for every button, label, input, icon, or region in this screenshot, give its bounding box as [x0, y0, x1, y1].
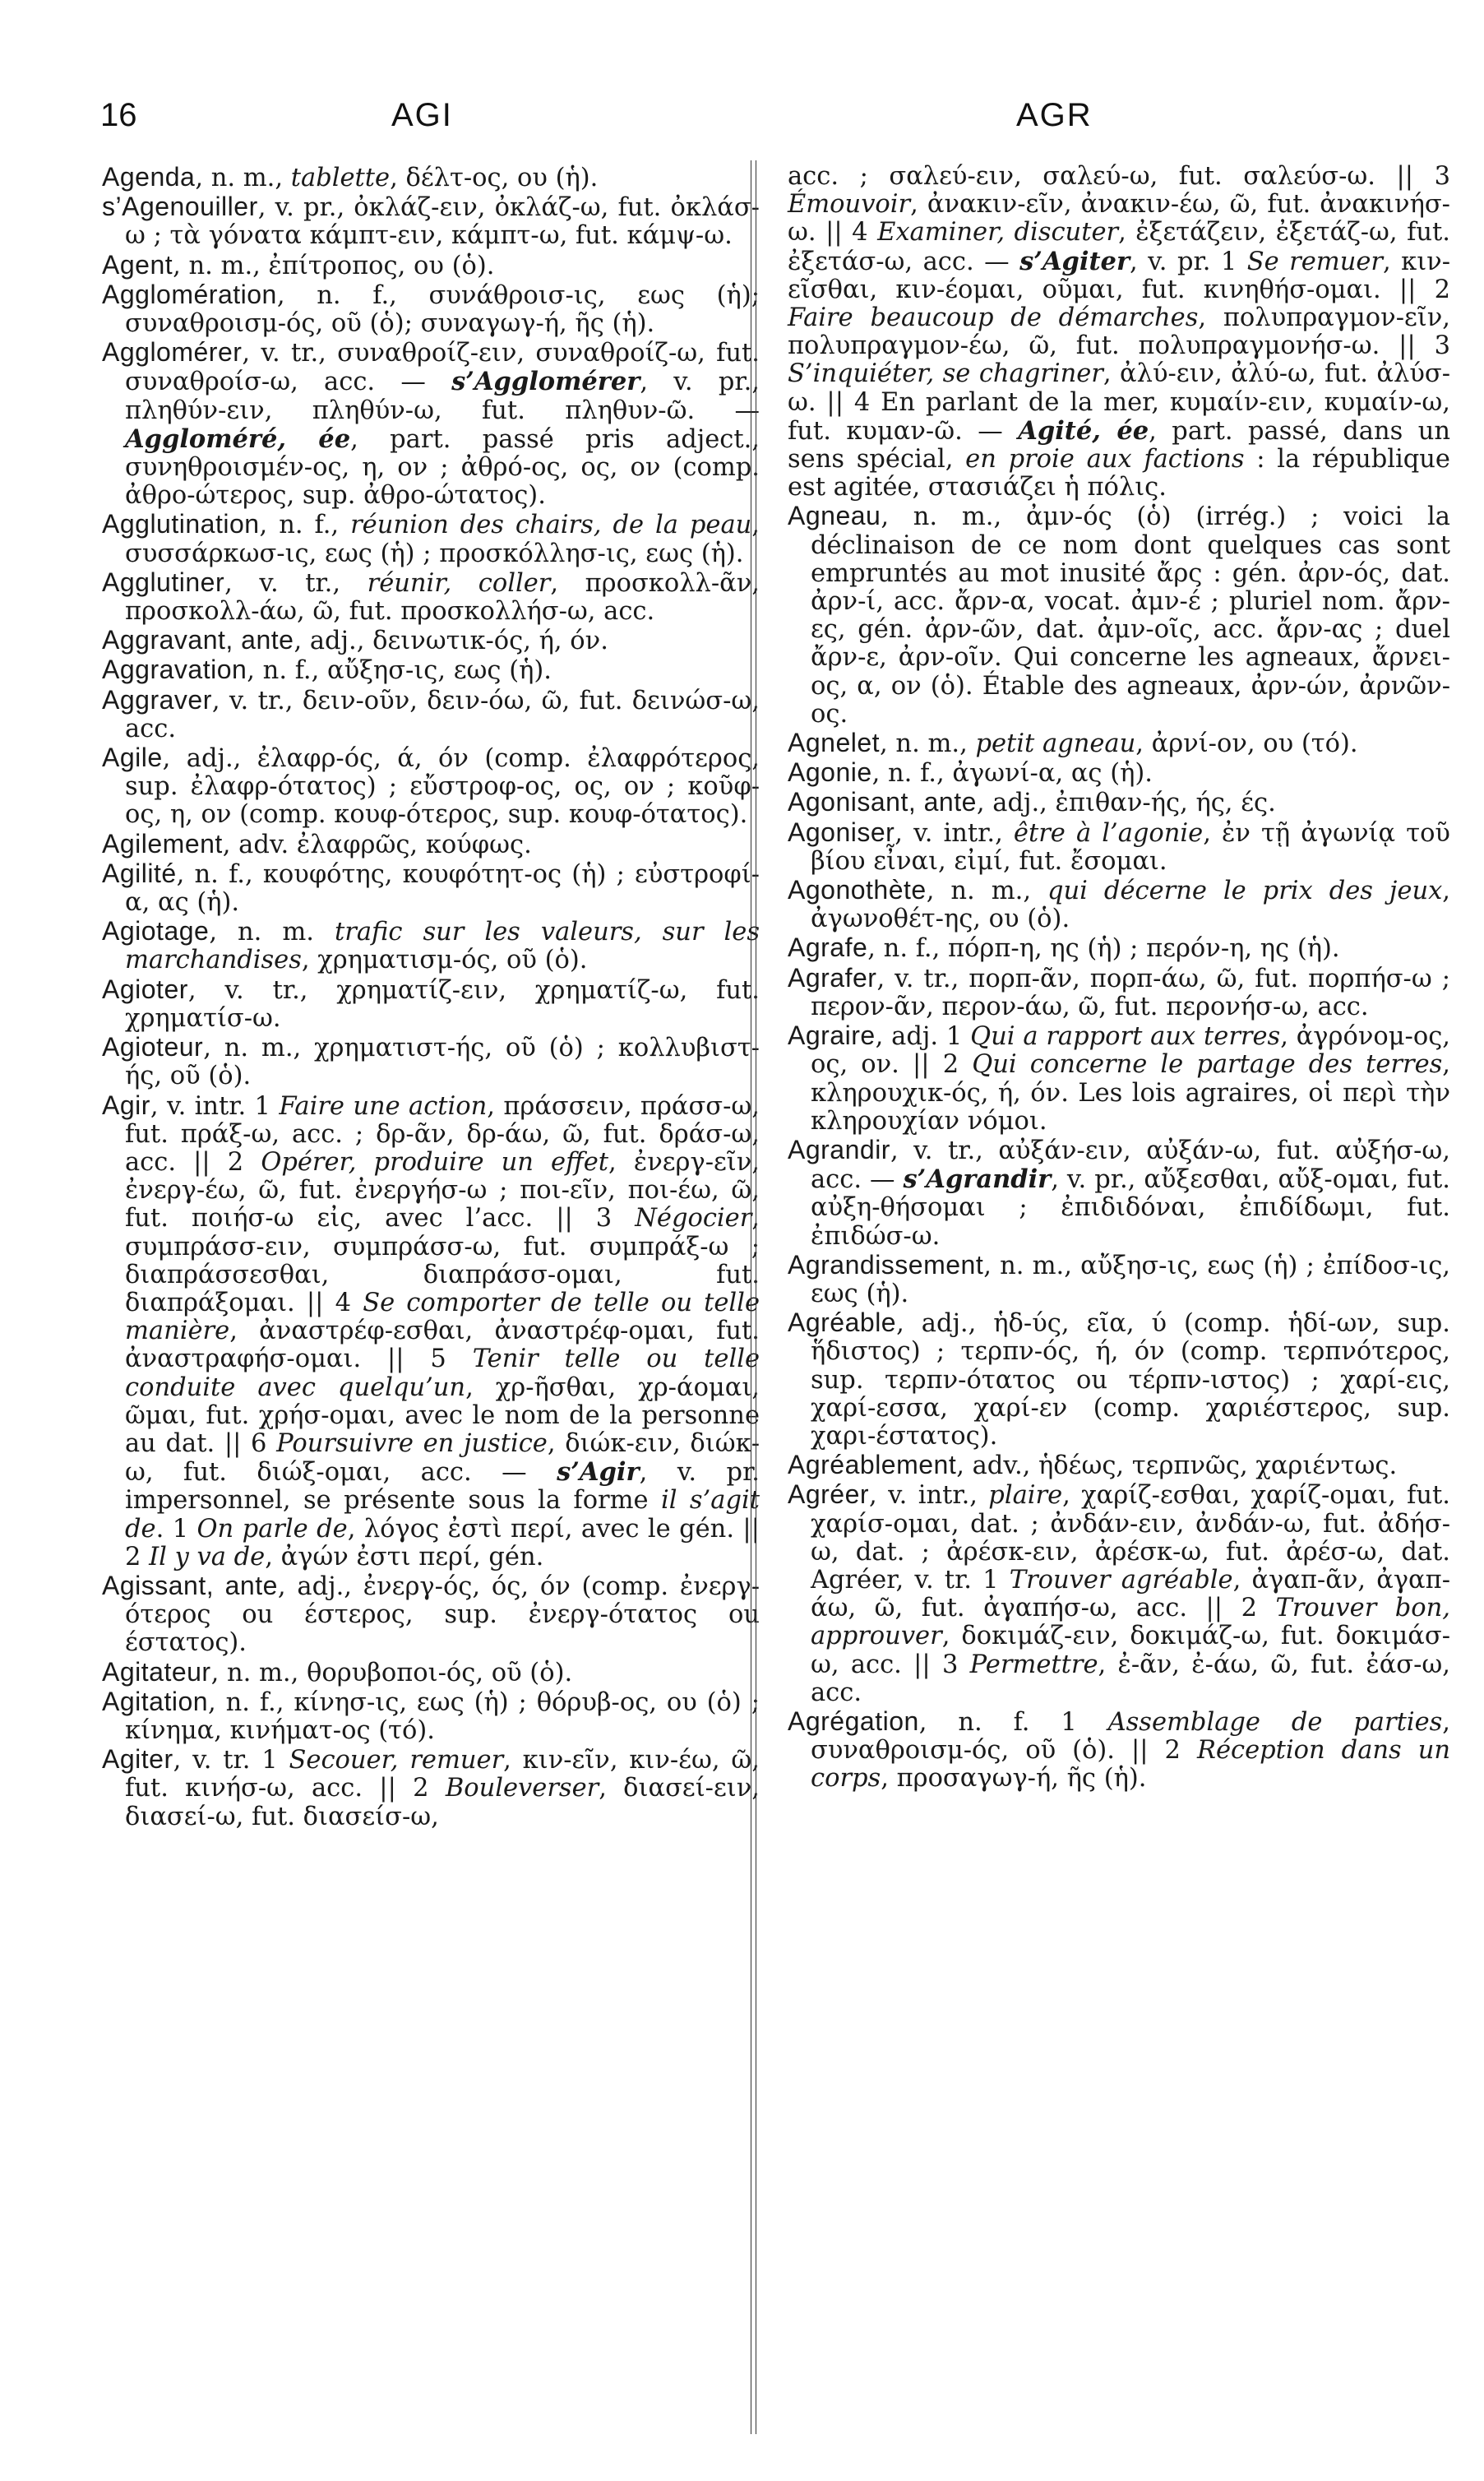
italic-gloss: Permettre: [969, 1650, 1098, 1679]
entry-text: , v. pr., ὀκλάζ-ειν, ὀκλάζ-ω, fut. ὀκλάσ-ω ; τὰ γόνατα κάμπτ-ειν, κάμπτ-ω, fut. κάμψ-ω.: [125, 193, 760, 251]
italic-gloss: qui décerne le prix des jeux: [1047, 877, 1443, 906]
italic-gloss: Qui a rapport aux terres: [970, 1022, 1281, 1052]
entry-text: , προσκολλ-ᾶν, προσκολλ-άω, ῶ, fut. προσκολλήσ-ω, acc.: [125, 568, 760, 627]
headword: Agrandir: [788, 1134, 890, 1164]
headword: Agraire: [788, 1021, 876, 1051]
italic-gloss: Trouver agréable: [1009, 1565, 1233, 1595]
italic-gloss: il s’agit de: [125, 1486, 760, 1544]
entry-text: , n. m., αὔξησ-ις, εως (ἡ) ; ἐπίδοσ-ις, εως (ἡ).: [811, 1251, 1450, 1308]
entry-text: , ἐνεργ-εῖν, ἐνεργ-έω, ῶ, fut. ἐνεργήσ-ω ; ποι-εῖν, ποι-έω, ῶ, fut. ποιήσ-ω εἰς, avec l’acc. || 3: [125, 1147, 760, 1234]
entry-text: , adj., ἐνεργ-ός, ός, όν (comp. ἐνεργ-ότερος ou έστερος, sup. ἐνεργ-ότατος ou έστατος).: [125, 1571, 760, 1658]
dictionary-entry: [788, 1251, 1450, 1308]
entry-text: , n. m., ἀμν-ός (ὁ) (irrég.) ; voici la déclinaison de ce nom dont quelques cas sont empruntés au mot inusité ἄρς : gén. ἀρν-ός, dat. ἀρν-ί, acc. ἄρν-α, vocat. ἀμν-έ ; pluriel nom. ἄρν-ες, gén. ἀρν-ῶν, dat. ἀμν-οῖς, acc. ἄρν-ας ; duel ἄρν-ε, ἀρν-οῖν. Qui concerne les agneaux, ἄρνει-ος, α, ον (ὁ). Étable des agneaux, ἀρν-ών, ἀρνῶν-ος.: [811, 502, 1450, 729]
dictionary-entry: [102, 686, 760, 743]
entry-text: , χρ-ῆσθαι, χρ-άομαι, ῶμαι, fut. χρήσ-ομαι, avec le nom de la personne au dat. || 6: [125, 1372, 760, 1458]
dictionary-entry: [788, 818, 1450, 876]
entry-text: , n. f. 1: [918, 1707, 1108, 1737]
entry-text: , adj., ἐλαφρ-ός, ά, όν (comp. ἐλαφρότερος, sup. ἐλαφρ-ότατος) ; εὔστροφ-ος, ος, ον ; κοῦφ-ος, η, ον (comp. κουφ-ότερος, sup. κουφ-ότατος).: [125, 744, 760, 830]
entry-text: , v. pr., πληθύν-ειν, πληθύν-ω, fut. πληθυν-ῶ. —: [125, 368, 760, 425]
headword: Agilité: [102, 858, 177, 888]
dictionary-entry: [788, 1021, 1450, 1136]
sub-headword: Aggloméré, ée: [125, 424, 351, 454]
dictionary-entry: [102, 280, 760, 338]
dictionary-entry: [102, 830, 760, 859]
dictionary-entry: [102, 1687, 760, 1745]
italic-gloss: petit agneau: [975, 729, 1136, 759]
dictionary-entry: [788, 1308, 1450, 1451]
column-divider: [751, 160, 756, 2434]
entry-text: , v. tr., πορπ-ᾶν, πορπ-άω, ῶ, fut. πορπήσ-ω ; περον-ᾶν, περον-άω, ῶ, fut. περονήσ-ω, acc.: [811, 964, 1450, 1021]
sub-headword: s’Agir: [557, 1457, 640, 1488]
entry-text: , n. f., συνάθροισ-ις, εως (ἡ); συναθροισμ-ός, οῦ (ὁ); συναγωγ-ή, ῆς (ἡ).: [125, 280, 760, 339]
headword: Agréer: [788, 1479, 870, 1510]
entry-text: , συναθροισμ-ός, οῦ (ὁ). || 2: [811, 1707, 1450, 1766]
italic-gloss: Négocier: [635, 1204, 752, 1234]
entry-text: , part. passé pris adject., συνηθροισμέν-ος, η, ον ; ἀθρό-ος, ος, ον (comp. ἀθρο-ώτερος, sup. ἀθρο-ώτατος).: [125, 424, 760, 511]
entry-text: , v. tr.,: [224, 568, 368, 598]
entry-text: , ἀγωνοθέτ-ης, ου (ὁ).: [811, 877, 1450, 934]
entry-text: , v. tr. 1: [173, 1746, 289, 1775]
italic-gloss: en proie aux factions: [965, 445, 1245, 474]
entry-text: , ἀνακιν-εῖν, ἀνακιν-έω, ῶ, fut. ἀνακινήσ-ω. || 4: [788, 190, 1450, 248]
italic-gloss: trafic sur les valeurs, sur les marchandises: [125, 918, 760, 975]
right-column: [788, 163, 1450, 1794]
headword: Aggravation: [102, 655, 247, 685]
entry-text: , n. m., χρηματιστ-ής, οῦ (ὁ) ; κολλυβιστ-ής, οῦ (ὁ).: [125, 1034, 760, 1091]
left-guide-word: AGI: [391, 97, 453, 133]
italic-gloss: plaire: [988, 1481, 1063, 1511]
italic-gloss: Émouvoir: [788, 190, 911, 220]
dictionary-entry: [788, 964, 1450, 1021]
italic-gloss: Se remuer: [1246, 247, 1383, 276]
sub-headword: s’Agglomérer: [451, 367, 640, 397]
entry-text: , n. f., ἀγωνί-α, ας (ἡ).: [871, 759, 1153, 789]
headword: Agir: [102, 1090, 150, 1120]
italic-gloss: réunir, coller: [367, 568, 551, 598]
headword: Agiter: [102, 1744, 173, 1775]
entry-text: , κιν-εῖσθαι, κιν-έομαι, οῦμαι, fut. κινηθήσ-ομαι. || 2: [788, 247, 1450, 304]
entry-text: , κληρουχικ-ός, ή, όν. Les lois agraires, οἱ περὶ τὴν κληρουχίαν νόμοι.: [811, 1050, 1450, 1136]
headword: Agréablement: [788, 1450, 957, 1480]
dictionary-entry: [788, 876, 1450, 933]
entry-text: , ἐ-ᾶν, ἐ-άω, ῶ, fut. ἐάσ-ω, acc.: [811, 1650, 1450, 1707]
right-guide-word: AGR: [1016, 97, 1093, 133]
headword: Agnelet: [788, 728, 881, 758]
italic-gloss: réunion des chairs, de la peau: [350, 511, 752, 540]
headword: s’Agenouiller: [102, 192, 258, 222]
dictionary-entry: [788, 758, 1450, 788]
dictionary-entry: [788, 1707, 1450, 1794]
headword: Agglutination: [102, 509, 260, 539]
dictionary-entry: [788, 933, 1450, 963]
entry-text: , adv. ἐλαφρῶς, κούφως.: [222, 830, 532, 859]
entry-text: , n. m.,: [195, 164, 291, 192]
italic-gloss: S’inquiéter, se chagriner: [788, 359, 1103, 389]
entry-text: , ἀγρόνομ-ος, ος, ον. || 2: [811, 1022, 1450, 1080]
entry-text: , n. m.,: [880, 729, 976, 759]
dictionary-entry: [102, 192, 760, 250]
sub-headword: s’Agiter: [1019, 246, 1130, 276]
page-number: 16: [100, 97, 137, 133]
headword: Aggravant, ante: [102, 625, 294, 655]
dictionary-entry: [102, 338, 760, 510]
headword: Agonothète: [788, 875, 927, 905]
entry-text: , v. pr. impersonnel, se présente sous la forme: [125, 1458, 760, 1516]
dictionary-entry: [102, 626, 760, 655]
sub-headword: s’Agrandir: [903, 1164, 1052, 1195]
entry-text: , δέλτ-ος, ου (ἡ).: [390, 164, 607, 192]
headword: Agonie: [788, 757, 872, 788]
entry-text: , ἀλύ-ειν, ἀλύ-ω, fut. ἀλύσ-ω. || 4 En parlant de la mer, κυμαίν-ειν, κυμαίν-ω, fut. κυμαν-ῶ. —: [788, 359, 1450, 446]
italic-gloss: tablette: [290, 164, 391, 192]
headword: Agitation: [102, 1686, 209, 1716]
headword: Agglomérer: [102, 337, 243, 368]
headword: Agrafer: [788, 962, 877, 993]
italic-gloss: Faire beaucoup de démarches: [788, 303, 1199, 333]
italic-gloss: Examiner, discuter: [877, 218, 1119, 248]
headword: Agitateur: [102, 1656, 211, 1687]
entry-text: , κιν-εῖν, κιν-έω, ῶ, fut. κινήσ-ω, acc. || 2: [125, 1746, 760, 1803]
entry-text: , n. f., κουφότης, κουφότητ-ος (ἡ) ; εὐστροφί-α, ας (ἡ).: [125, 859, 760, 918]
headword: Agrafe: [788, 933, 868, 963]
dictionary-entry: [102, 975, 760, 1033]
entry-text: , λόγος ἐστὶ περί, avec le gén. || 2: [125, 1514, 760, 1571]
entry-text: , n. f., αὔξησ-ις, εως (ἡ).: [247, 656, 552, 686]
dictionary-entry: [102, 743, 760, 830]
dictionary-entry: [788, 788, 1450, 817]
dictionary-entry: [102, 568, 760, 626]
italic-gloss: Qui concerne le partage des terres: [972, 1050, 1443, 1080]
entry-text: , n. f.,: [259, 511, 351, 540]
dictionary-entry: [102, 917, 760, 974]
dictionary-entry: [102, 859, 760, 917]
entry-text: . 1: [155, 1514, 197, 1544]
entry-text: , ἀναστρέφ-εσθαι, ἀναστρέφ-ομαι, fut. ἀναστραφήσ-ομαι. || 5: [125, 1317, 760, 1374]
entry-text: , v. intr.,: [869, 1481, 989, 1511]
entry-text: , πράσσειν, πράσσ-ω, fut. πράξ-ω, acc. ; δρ-ᾶν, δρ-άω, ῶ, fut. δράσ-ω, acc. || 2: [125, 1091, 760, 1177]
dictionary-entry: [102, 1745, 760, 1831]
entry-text: , προσαγωγ-ή, ῆς (ἡ).: [881, 1764, 1147, 1794]
entry-text: , v. pr. 1: [1130, 247, 1247, 276]
headword: Agneau: [788, 501, 881, 531]
entry-text: , χαρίζ-εσθαι, χαρίζ-ομαι, fut. χαρίσ-ομαι, dat. ; ἀνδάν-ειν, ἀνδάν-ω, fut. ἀδήσ-ω, dat. ; ἀρέσκ-ειν, ἀρέσκ-ω, fut. ἀρέσ-ω, dat. Agréer, v. tr. 1: [811, 1481, 1450, 1595]
entry-text: , adj., ἡδ-ύς, εῖα, ύ (comp. ἡδί-ων, sup. ἥδιστος) ; τερπν-ός, ή, όν (comp. τερπνότερος, sup. τερπν-ότατος ou τέρπν-ιστος) ; χαρί-εις, χαρί-εσσα, χαρί-εν (comp. χαριέστερος, sup. χαρι-έστατος).: [811, 1309, 1450, 1451]
dictionary-entry: [102, 163, 760, 192]
headword: Agenda: [102, 162, 196, 192]
dictionary-entry: [102, 1571, 760, 1658]
entry-text: , adj., ἐπιθαν-ής, ής, ές.: [976, 789, 1276, 818]
headword: Agrégation: [788, 1706, 919, 1736]
headword: Agoniser: [788, 817, 895, 847]
entry-text: , n. f., πόρπ-η, ης (ἡ) ; περόν-η, ης (ἡ).: [867, 934, 1340, 964]
entry-text: , ἀρνί-ον, ου (τό).: [1135, 729, 1358, 759]
entry-text: , ἀγών ἐστι περί, gén.: [265, 1542, 544, 1571]
entry-text: , n. f., κίνησ-ις, εως (ἡ) ; θόρυβ-ος, ου (ὁ) ; κίνημα, κινήματ-ος (τό).: [125, 1687, 760, 1745]
headword: Agglomération: [102, 279, 277, 309]
headword: Aggraver: [102, 684, 212, 715]
entry-text: , adv., ἡδέως, τερπνῶς, χαριέντως.: [956, 1451, 1398, 1481]
headword: Agonisant, ante: [788, 787, 977, 817]
italic-gloss: Poursuivre en justice: [276, 1428, 548, 1458]
italic-gloss: Trouver bon, approuver: [811, 1594, 1450, 1651]
entry-text: , n. m.: [209, 918, 335, 947]
entry-text: , n. m., θορυβοποι-ός, οῦ (ὁ).: [210, 1658, 573, 1687]
italic-gloss: Réception dans un corps: [811, 1736, 1450, 1794]
entry-text: , v. tr., συναθροίζ-ειν, συναθροίζ-ω, fut. συναθροίσ-ω, acc. —: [125, 339, 760, 397]
dictionary-entry: [102, 1658, 760, 1687]
entry-text: : la république est agitée, στασιάζει ἡ πόλις.: [788, 445, 1450, 502]
dictionary-entry: [102, 510, 760, 567]
entry-text: , part. passé, dans un sens spécial,: [788, 416, 1451, 474]
italic-gloss: Secouer, remuer: [289, 1746, 504, 1775]
headword: Agilement: [102, 828, 223, 859]
dictionary-entry: [102, 251, 760, 280]
entry-text: , v. tr., δειν-οῦν, δειν-όω, ῶ, fut. δεινώσ-ω, acc.: [125, 686, 760, 743]
entry-text: , n. m., ἐπίτροπος, ου (ὁ).: [173, 251, 495, 280]
entry-text: , συμπράσσ-ειν, συμπράσσ-ω, fut. συμπράξ-ω ; διαπράσσεσθαι, διαπράσσ-ομαι, fut. διαπράξομαι. || 4: [125, 1204, 760, 1317]
headword: Agrandissement: [788, 1249, 984, 1280]
headword: Agglutiner: [102, 567, 225, 597]
dictionary-entry: [788, 1451, 1450, 1480]
italic-gloss: Tenir telle ou telle conduite avec quelqu’un: [125, 1345, 760, 1402]
entry-text: , n. m.,: [926, 877, 1048, 906]
entry-text: , πολυπραγμον-εῖν, πολυπραγμον-έω, ῶ, fut. πολυπραγμονήσ-ω. || 3: [788, 303, 1450, 361]
dictionary-entry: [788, 729, 1450, 758]
dictionary-entry: [788, 1480, 1450, 1707]
entry-text: , ἀγαπ-ᾶν, ἀγαπ-άω, ῶ, fut. ἀγαπήσ-ω, acc. || 2: [811, 1565, 1451, 1623]
entry-text: , χρηματισμ-ός, οῦ (ὁ).: [301, 946, 588, 975]
headword: Agioter: [102, 974, 188, 1004]
italic-gloss: Bouleverser: [445, 1774, 599, 1803]
left-column: [102, 163, 760, 1831]
italic-gloss: Se comporter de telle ou telle manière: [125, 1288, 760, 1346]
dictionary-entry: [102, 1033, 760, 1090]
entry-text: , ἐξετάζειν, ἐξετάζ-ω, fut. ἐξετάσ-ω, acc. —: [788, 218, 1451, 276]
italic-gloss: Faire une action: [279, 1091, 488, 1121]
headword: Agréable: [788, 1308, 897, 1338]
entry-text: , v. tr., αὐξάν-ειν, αὐξάν-ω, fut. αὐξήσ-ω, acc. —: [811, 1136, 1450, 1195]
headword: Agioteur: [102, 1032, 204, 1062]
entry-text: , v. intr. 1: [150, 1091, 280, 1121]
entry-text: , διώκ-ειν, διώκ-ω, fut. διώξ-ομαι, acc. —: [125, 1428, 760, 1488]
entry-text: , ἐν τῇ ἀγωνίᾳ τοῦ βίου εἶναι, εἰμί, fut. ἔσομαι.: [811, 818, 1450, 876]
italic-gloss: On parle de: [196, 1514, 348, 1544]
dictionary-entry: [102, 655, 760, 685]
headword: Agent: [102, 249, 173, 280]
italic-gloss: être à l’agonie: [1013, 818, 1204, 848]
sub-headword: Agité, ée: [1018, 415, 1149, 446]
page-header: [0, 97, 1484, 155]
dictionary-entry: [788, 502, 1450, 729]
headword: Agile: [102, 743, 163, 773]
entry-text: , v. intr.,: [895, 818, 1014, 848]
entry-text: , adj., δεινωτικ-ός, ή, όν.: [294, 627, 608, 656]
entry-text: , adj. 1: [875, 1022, 971, 1052]
entry-text: , διασεί-ειν, διασεί-ω, fut. διασείσ-ω,: [125, 1774, 760, 1831]
dictionary-entry: [788, 163, 1450, 502]
italic-gloss: Assemblage de parties: [1107, 1707, 1443, 1737]
headword: Agissant, ante: [102, 1570, 278, 1600]
italic-gloss: Il y va de: [149, 1542, 266, 1571]
entry-text: , δοκιμάζ-ειν, δοκιμάζ-ω, fut. δοκιμάσ-ω, acc. || 3: [811, 1622, 1450, 1679]
entry-text: , συσσάρκωσ-ις, εως (ἡ) ; προσκόλλησ-ις, εως (ἡ).: [125, 511, 760, 568]
dictionary-entry: [788, 1136, 1450, 1251]
entry-text: , v. tr., χρηματίζ-ειν, χρηματίζ-ω, fut. χρηματίσ-ω.: [125, 975, 760, 1033]
dictionary-entry: [102, 1091, 760, 1571]
entry-text: , v. pr., αὔξεσθαι, αὔξ-ομαι, fut. αὐξη-θήσομαι ; ἐπιδιδόναι, ἐπιδίδωμι, fut. ἐπιδώσ-ω.: [811, 1165, 1450, 1251]
italic-gloss: Opérer, produire un effet: [261, 1147, 609, 1177]
headword: Agiotage: [102, 916, 210, 947]
entry-text: acc. ; σαλεύ-ειν, σαλεύ-ω, fut. σαλεύσ-ω. || 3: [788, 162, 1450, 191]
